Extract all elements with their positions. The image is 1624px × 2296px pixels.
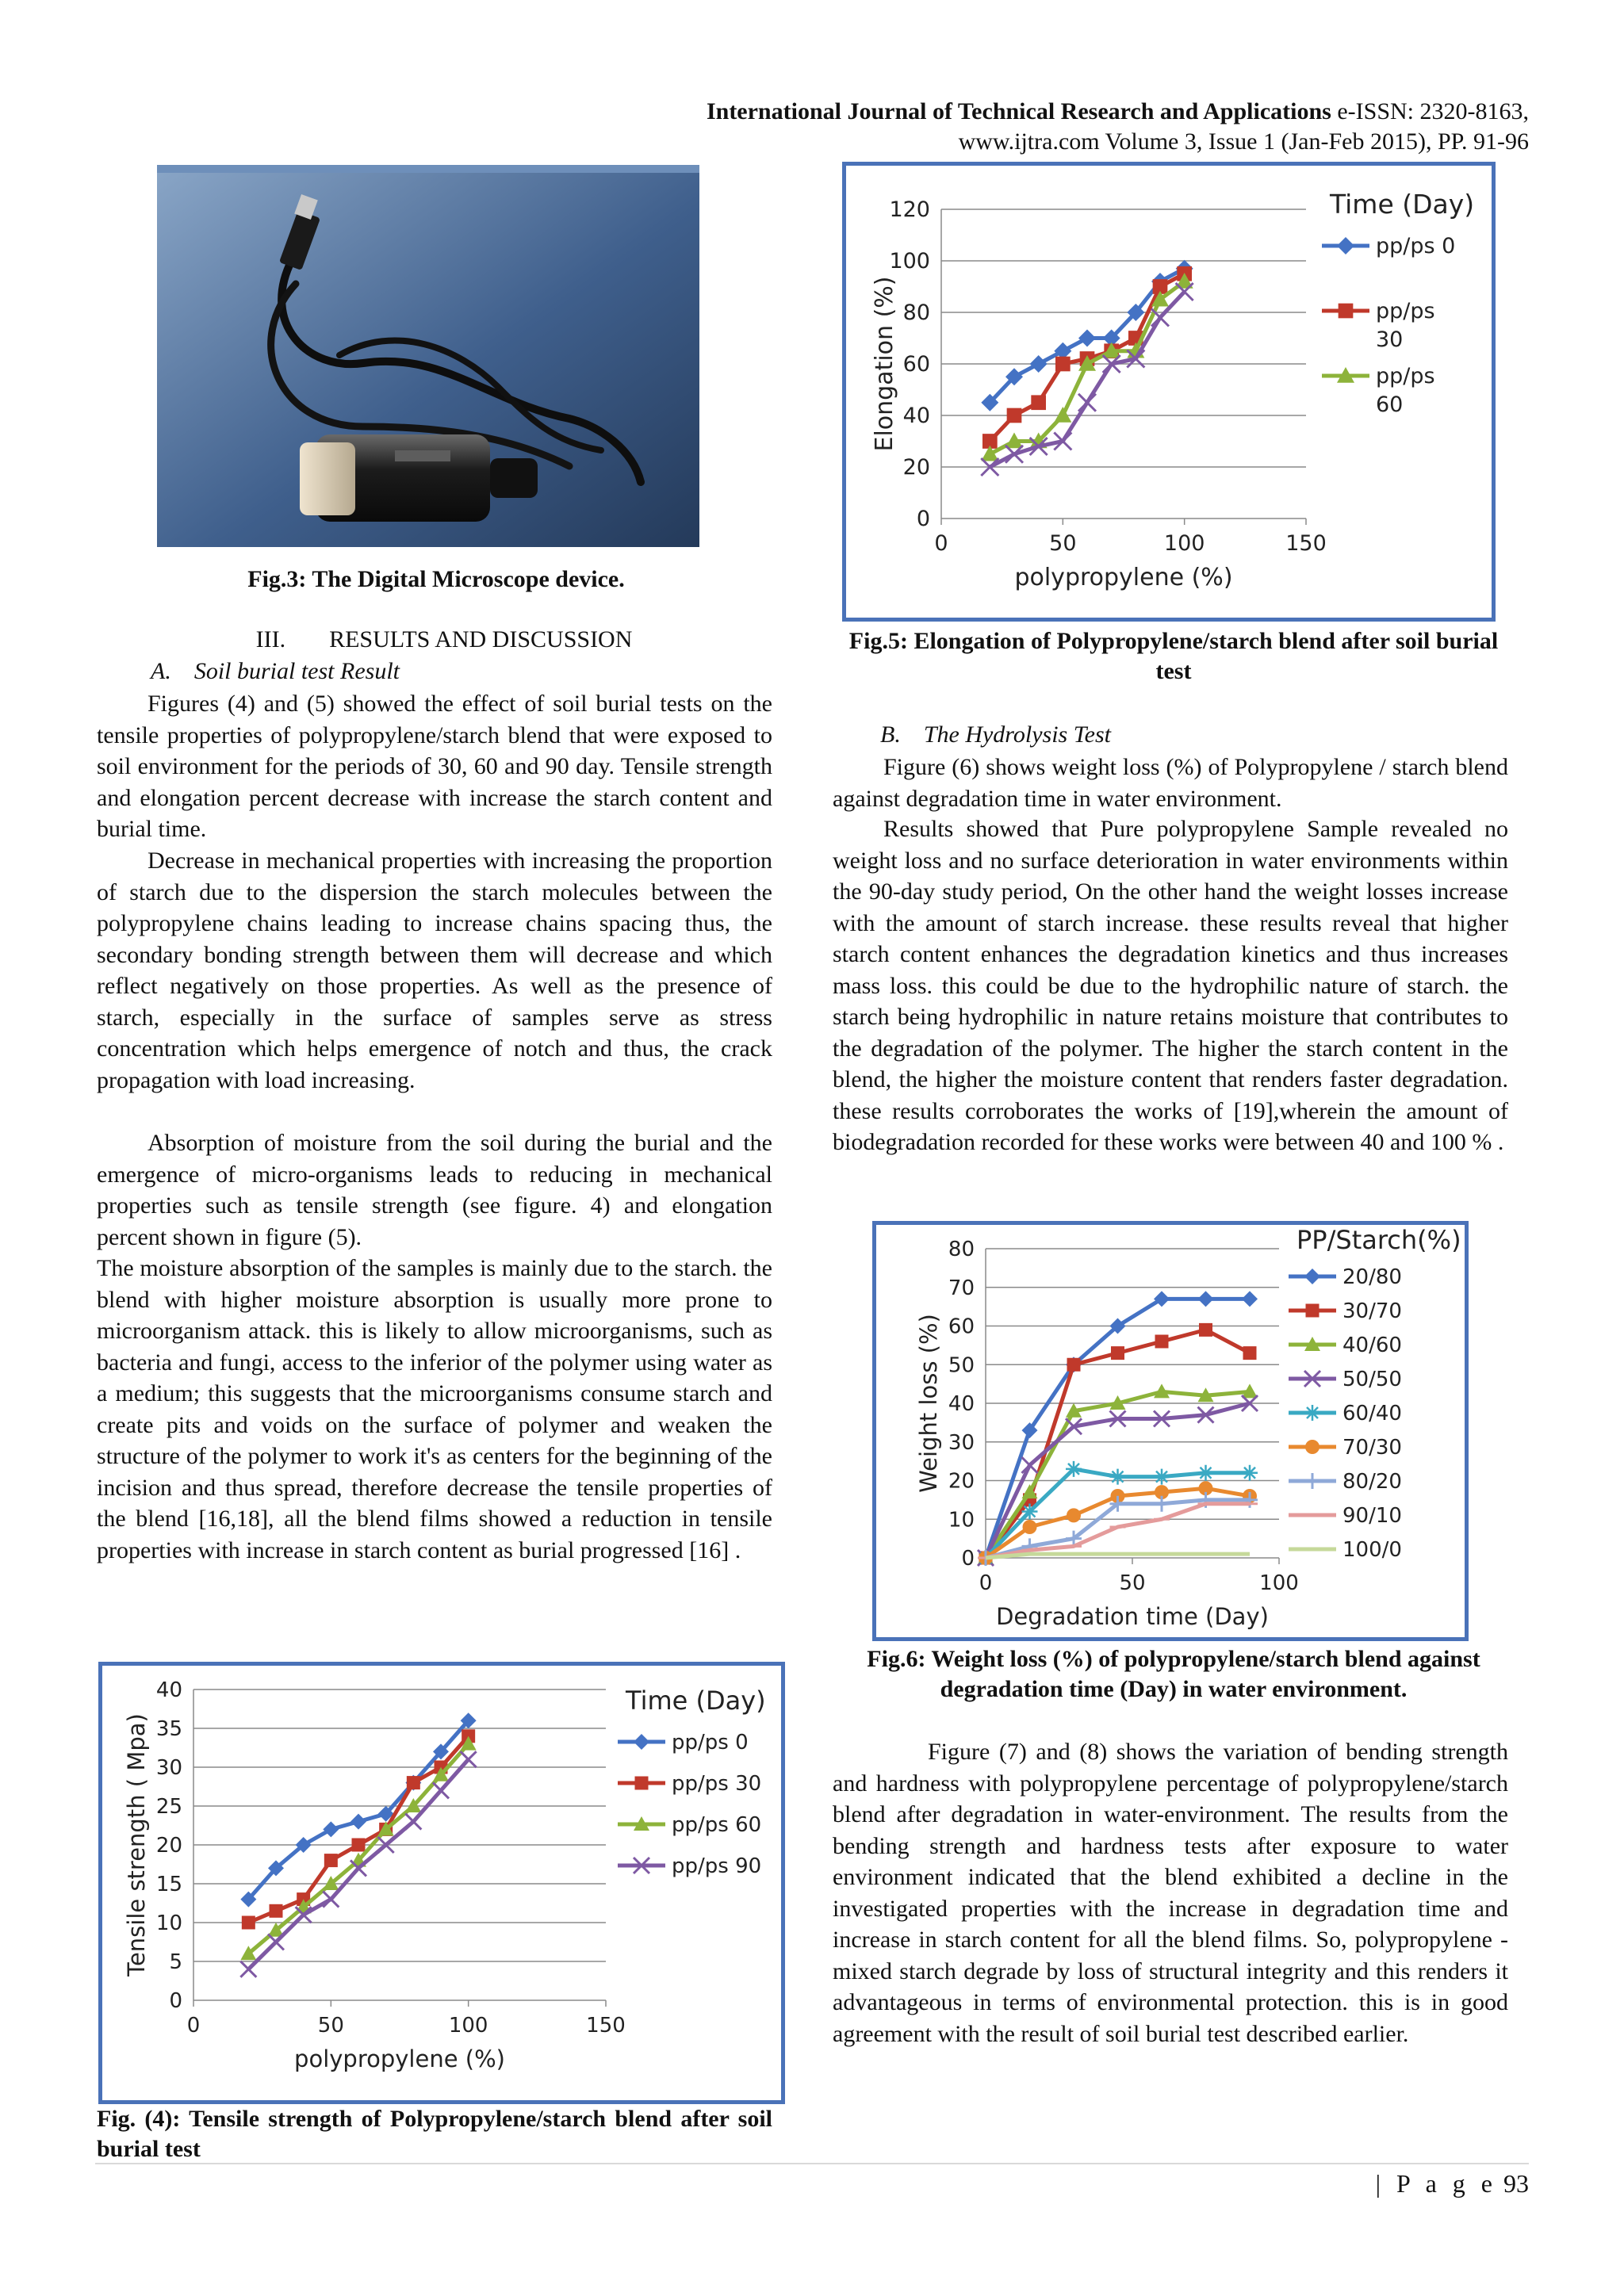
data-point [433,1782,449,1798]
grid-lines [193,1689,606,2000]
fig5-chart [842,162,1496,622]
y-tick-label: 50 [948,1353,975,1378]
fig4-chart [98,1662,785,2104]
data-point [1198,1465,1214,1481]
journal-issn: e-ISSN: 2320-8163, [1331,98,1529,124]
y-tick-label: 40 [902,404,930,428]
data-point [1078,394,1096,411]
y-tick-label: 60 [902,352,930,377]
x-tick-label: 100 [1163,531,1205,556]
y-axis-label: Tensile strength ( Mpa) [123,1713,150,1976]
legend-marker [1306,1304,1320,1318]
y-tick-label: 25 [155,1795,182,1819]
y-tick-label: 35 [155,1717,182,1741]
data-point [1198,1291,1214,1307]
left-paragraph-2: Decrease in mechanical properties with increasing the proportion of starch due to the dispersion the starch molecules between the polypropylene chains leading to increase chains spacing thus, the secondary bonding strength between them will decrease and which reflect negatively on those properties. As well as the presence of starch, especially in the surface of samples serve as stress concentration which helps emergence of notch and thus, the crack propagation with load increasing. [97,848,772,1093]
x-tick-label: 100 [448,2014,488,2038]
y-axis-label: Elongation (%) [871,276,898,452]
x-tick-label: 50 [317,2014,344,2038]
data-point [1054,407,1071,423]
data-point [461,1751,477,1767]
data-point [1242,1291,1258,1307]
data-point [323,1892,339,1908]
fig4-chart-svg [102,1666,781,2100]
left-paragraph-1: Figures (4) and (5) showed the effect of soil burial tests on the tensile properties of polypropylene/starch blend that were exposed to soil environment for the periods of 30, 60 and 90 day. Tensile strength and elongation percent decrease with increase the starch content and burial time. [97,691,772,842]
y-tick-label: 40 [155,1678,182,1702]
fig5-chart-svg [846,166,1492,618]
journal-volume-info: www.ijtra.com Volume 3, Issue 1 (Jan-Feb 2015), PP. 91-96 [958,128,1529,155]
y-tick-label: 5 [169,1950,182,1974]
data-point [1031,395,1046,410]
x-tick-label: 50 [1119,1571,1146,1595]
left-paragraph-4: The moisture absorption of the samples is mainly due to the starch. the blend with higher moisture absorption is usually more prone to microorganism attack. this is likely to allow microorganisms, such as bacteria and fungi, access to the inferior of the polymer using water as a medium; this suggests that the microorganisms consume starch and create pits and voids on the surface of polymer and weaken the structure of the polymer to work it's as centers for the beginning of the incision and thus spread, therefore decrease the tensile properties of the blend [16,18], all the blend films showed a reduction in tensile properties with increase in starch content as burial progressed [16] . [97,1255,772,1563]
fig3-caption: Fig.3: The Digital Microscope device. [247,566,625,592]
y-tick-label: 80 [902,300,930,325]
right-paragraph-2: Results showed that Pure polypropylene Sample revealed no weight loss and no surface deterioration in water environments within the 90-day study period, On the other hand the weight losses increase with the amount of starch increase. these results reveal that higher starch content enhances the degradation kinetics and thus increases mass loss. this could be due to the hydrophilic nature of starch. the starch being hydrophilic in nature retains moisture that contributes to the degradation of the polymer. The higher the starch content in the blend, the higher the moisture content that renders faster degradation. these results corroborates the works of [19],wherein the amount of biodegradation recorded for these works were between 40 and 100 % . [833,816,1508,1155]
data-point [1023,1520,1037,1534]
y-tick-label: 20 [948,1469,975,1494]
series-pp-ps-60 [981,273,1193,461]
legend-marker [635,1777,649,1790]
legend-marker [634,1734,649,1750]
y-tick-label: 0 [916,507,930,531]
legend-title: Time (Day) [1330,189,1475,220]
x-tick-label: 0 [979,1571,993,1595]
data-point [323,1821,339,1837]
subsection-a-label: A. [151,658,171,684]
data-point [1242,1465,1258,1481]
legend-marker [1305,1440,1320,1454]
data-point [352,1839,366,1852]
legend-label: 50/50 [1342,1368,1402,1391]
data-point [1155,1335,1169,1349]
legend-marker [1304,1269,1320,1284]
x-axis-label: polypropylene (%) [1014,564,1233,591]
legend-label: pp/ps 0 [672,1731,749,1755]
page-number: 93 [1503,2169,1529,2198]
y-tick-label: 120 [889,197,930,222]
series-line [248,1720,468,1899]
data-point [240,1961,256,1977]
x-tick-label: 150 [1285,531,1327,556]
data-point [242,1916,255,1930]
page-footer [1376,2169,1529,2198]
right-paragraph-1: Figure (6) shows weight loss (%) of Polypropylene / starch blend against degradation time in water environment. [833,754,1508,812]
legend-label: 60/40 [1342,1402,1402,1425]
x-tick-label: 0 [934,531,948,556]
y-tick-label: 20 [902,455,930,480]
fig6-chart-svg [876,1225,1465,1637]
legend-label: 100/0 [1342,1538,1402,1562]
y-tick-label: 80 [948,1238,975,1261]
data-point [270,1904,283,1918]
y-tick-label: 70 [948,1276,975,1300]
data-point [1055,357,1071,372]
data-point [1078,330,1096,347]
journal-name: International Journal of Technical Research and Applications [706,98,1331,124]
data-point [1151,309,1169,327]
footer-rule [95,2163,1529,2164]
data-point [1111,1346,1124,1360]
microscope-photo [157,165,699,547]
section-number: III. [255,626,286,652]
x-tick-label: 50 [1049,531,1077,556]
y-tick-label: 0 [961,1547,975,1571]
legend-label: pp/ps [1376,364,1435,388]
y-tick-label: 30 [155,1756,182,1780]
data-point [350,1814,366,1830]
y-tick-label: 60 [948,1314,975,1339]
y-tick-label: 20 [155,1834,182,1858]
legend-label: pp/ps [1376,299,1435,323]
data-point [1154,1469,1170,1485]
legend-marker [1304,1473,1320,1489]
legend-label-cont: 30 [1376,327,1404,352]
x-tick-label: 100 [1259,1571,1299,1595]
legend [1289,1225,1461,1562]
legend-marker [1337,237,1354,254]
y-tick-label: 40 [948,1392,975,1416]
subsection-b-title: The Hydrolysis Test [923,721,1111,748]
data-point [1110,1469,1126,1485]
legend-label: pp/ps 30 [672,1772,762,1796]
legend-label-cont: 60 [1376,392,1404,417]
fig5-caption: Fig.5: Elongation of Polypropylene/starch blend after soil burial test [848,628,1499,684]
legend-title: Time (Day) [626,1686,766,1716]
data-point [324,1854,338,1867]
running-header [707,97,1529,157]
y-tick-label: 10 [948,1508,975,1533]
legend-label: pp/ps 60 [672,1813,762,1837]
legend-label: 90/10 [1342,1504,1402,1528]
subsection-a-heading [151,656,400,687]
fig6-chart [872,1221,1469,1641]
fig4-caption: Fig. (4): Tensile strength of Polypropylene/starch blend after soil burial test [97,2106,772,2162]
subsection-b-label: B. [880,721,901,748]
y-tick-label: 30 [948,1430,975,1455]
y-tick-label: 100 [889,249,930,274]
legend-label: pp/ps 0 [1376,234,1456,258]
fig6-caption: Fig.6: Weight loss (%) of polypropylene/starch blend against degradation time (Day) in water environment. [867,1646,1480,1702]
data-point [1243,1346,1257,1360]
x-axis-label: polypropylene (%) [294,2045,505,2072]
subsection-b-heading [880,720,1111,750]
data-point [1067,1358,1081,1372]
data-point [407,1776,420,1789]
x-tick-label: 150 [586,2014,626,2038]
page-label: | P a g e [1375,2169,1497,2198]
data-point [1067,1508,1081,1522]
data-point [1066,1461,1082,1477]
y-tick-label: 0 [169,1989,182,2013]
left-paragraph-3: Absorption of moisture from the soil during the burial and the emergence of micro-organisms leads to reducing in mechanical properties such as tensile strength (see figure. 4) and elongation percent shown in figure (5). [97,1130,772,1250]
legend-label: pp/ps 90 [672,1854,762,1878]
legend [618,1686,766,1878]
x-axis-label: Degradation time (Day) [996,1603,1269,1630]
data-point [1007,408,1022,423]
legend [1322,189,1474,417]
legend-label: 30/70 [1342,1299,1402,1323]
data-point [1154,1496,1170,1512]
right-paragraph-3: Figure (7) and (8) shows the variation of bending strength and hardness with polypropylene percentage of polypropylene/starch blend after degradation in water-environment. The results from the bending strength and hardness tests after exposure to water environment indicated that the blend exhibited a decline in the investigated properties with the increase in degradation time and increase in starch content for all the blend films. So, polypropylene - mixed starch degrade by loss of structural integrity and this renders it advantageous in terms of environmental protection. this is in good agreement with the result of soil burial test described earlier. [833,1739,1508,2047]
data-point [1030,355,1048,373]
section-title: RESULTS AND DISCUSSION [329,626,633,652]
legend-label: 40/60 [1342,1334,1402,1357]
legend-marker [1339,304,1354,319]
legend-marker [1304,1405,1320,1421]
y-tick-label: 10 [155,1911,182,1935]
legend-label: 70/30 [1342,1436,1402,1460]
legend-title: PP/Starch(%) [1297,1225,1461,1255]
legend-label: 80/20 [1342,1470,1402,1494]
series-pp-ps-0 [240,1712,476,1907]
x-tick-label: 0 [186,2014,201,2038]
y-axis-label: Weight loss (%) [915,1314,942,1493]
subsection-a-title: Soil burial test Result [193,658,400,684]
data-point [1022,1504,1038,1520]
data-point [1199,1323,1212,1337]
y-tick-label: 15 [155,1873,182,1896]
data-point [405,1814,421,1830]
legend-label: 20/80 [1342,1265,1402,1289]
data-point [1022,1457,1038,1473]
section-heading [95,625,793,655]
